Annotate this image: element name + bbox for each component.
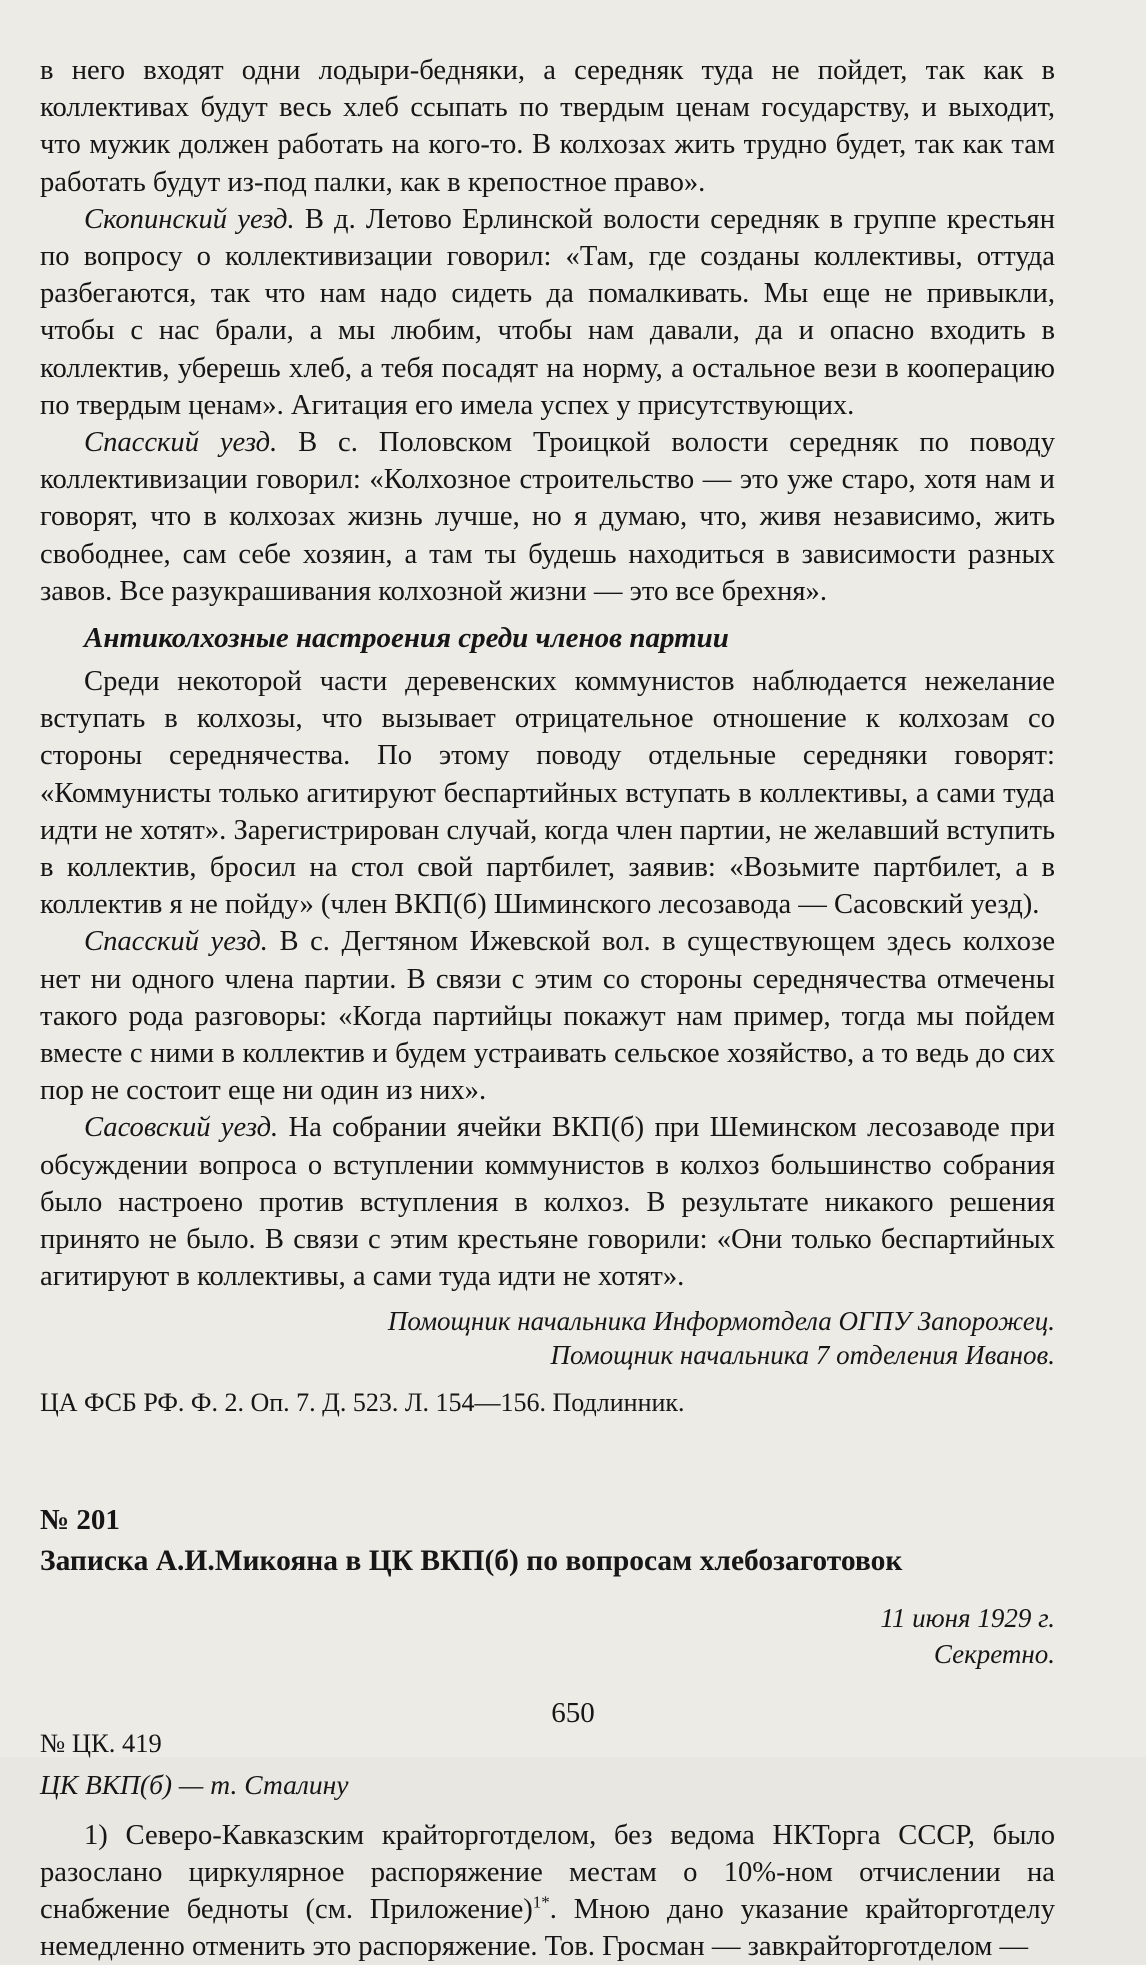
paragraph-text: в него входят одни лодыри-бедняки, а середняк туда не пойдет, так как в коллективах будут весь хлеб ссыпать по твердым ценам государству, и выходит, что мужик должен работать на кого-то. В колхозах жить трудно будет, так как там работать будут из-под палки, как в крепостное право». bbox=[40, 55, 1055, 198]
paragraph-text: В с. Половском Троицкой волости середняк по поводу коллективизации говорил: «Колхозное строительство — это уже старо, хотя нам и говорят, что в колхозах жизнь лучше, но я думаю, что, живя независимо, жить свободнее, сам себе хозяин, а там ты будешь находиться в зависимости разных завов. Все разукрашивания колхозной жизни — это все брехня». bbox=[40, 427, 1055, 607]
document-number: № 201 bbox=[40, 1502, 1055, 1539]
paragraph-sasovsky bbox=[40, 1109, 1055, 1295]
paragraph-section-intro bbox=[40, 663, 1055, 923]
place-name: Спасский уезд. bbox=[84, 926, 268, 957]
signature-line: Помощник начальника 7 отделения Иванов. bbox=[40, 1338, 1055, 1372]
page-number: 650 bbox=[0, 1695, 1146, 1731]
addressee: ЦК ВКП(б) — т. Сталину bbox=[40, 1767, 1055, 1803]
footnote-mark: 1* bbox=[533, 1892, 550, 1911]
date-block bbox=[40, 1600, 1055, 1672]
paragraph-text: Среди некоторой части деревенских коммунистов наблюдается нежелание вступать в колхозы, что вызывает отрицательное отношение к колхозам со стороны середнячества. По этому поводу отдельные середняки говорят: «Коммунисты только агитируют беспартийных вступать в коллективы, а сами туда идти не хотят». Зарегистрирован случай, когда член партии, не желавший вступить в коллектив, бросил на стол свой партбилет, заявив: «Возьмите партбилет, а в коллектив я не пойду» (член ВКП(б) Шиминского лесозавода — Сасовский уезд). bbox=[40, 666, 1055, 920]
registration-number: № ЦК. 419 bbox=[40, 1726, 1055, 1761]
paragraph-text: В д. Летово Ерлинской волости середняк в группе крестьян по вопросу о коллективизации говорил: «Там, где созданы коллективы, оттуда разбегаются, так что нам надо сидеть да помалкивать. Мы еще не привыкли, чтобы с нас брали, а мы любим, чтобы нам давали, да и опасно входить в коллектив, уберешь хлеб, а тебя посадят на норму, а остальное вези в кооперацию по твердым ценам». Агитация его имела успех у присутствующих. bbox=[40, 204, 1055, 421]
paragraph-skopinsky bbox=[40, 201, 1055, 424]
paragraph-text: 1) Северо-Кавказским крайторготделом, без ведома НКТорга СССР, было разослано циркулярное распоряжение местам о 10%-ном отчислении на снабжение бедноты (см. Приложение) bbox=[40, 1820, 1055, 1925]
archive-reference: ЦА ФСБ РФ. Ф. 2. Оп. 7. Д. 523. Л. 154—156. Подлинник. bbox=[40, 1386, 1055, 1420]
place-name: Спасский уезд. bbox=[84, 427, 277, 458]
paragraph-text: На собрании ячейки ВКП(б) при Шеминском лесозаводе при обсуждении вопроса о вступлении коммунистов в колхоз большинство собрания было настроено против вступления в колхоз. В результате никакого решения принято не было. В связи с этим крестьяне говорили: «Они только беспартийных агитируют в коллективы, а сами туда идти не хотят». bbox=[40, 1112, 1055, 1292]
paragraph-item-1 bbox=[40, 1817, 1055, 1965]
document-date: 11 июня 1929 г. bbox=[40, 1600, 1055, 1636]
secrecy-mark: Секретно. bbox=[40, 1636, 1055, 1672]
signature-line: Помощник начальника Информотдела ОГПУ Запорожец. bbox=[40, 1304, 1055, 1338]
place-name: Сасовский уезд. bbox=[84, 1112, 278, 1143]
section-heading: Антиколхозные настроения среди членов партии bbox=[40, 619, 1055, 657]
paragraph-continuation bbox=[40, 52, 1055, 201]
paragraph-text: В с. Дегтяном Ижевской вол. в существующем здесь колхозе нет ни одного члена партии. В связи с этим со стороны середнячества отмечены такого рода разговоры: «Когда партийцы покажут нам пример, тогда мы пойдем вместе с ними в коллектив и будем устраивать сельское хозяйство, а то ведь до сих пор не состоит еще ни один из них». bbox=[40, 926, 1055, 1106]
paragraph-spassky-2 bbox=[40, 923, 1055, 1109]
paragraph-text: . Мною дано указание крайторготделу немедленно отменить это распоряжение. Тов. Гросман — завкрайторготделом — bbox=[40, 1894, 1055, 1962]
paragraph-spassky-1 bbox=[40, 424, 1055, 610]
text-column bbox=[40, 52, 1055, 1965]
signature-block bbox=[40, 1304, 1055, 1372]
place-name: Скопинский уезд. bbox=[84, 204, 295, 235]
document-title: Записка А.И.Микояна в ЦК ВКП(б) по вопросам хлебозаготовок bbox=[40, 1543, 1055, 1580]
